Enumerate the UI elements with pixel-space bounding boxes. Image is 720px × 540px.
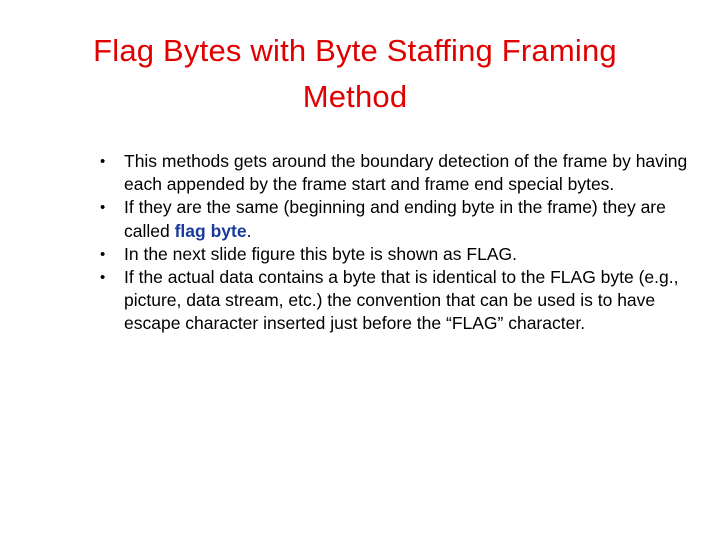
bullet-text: If they are the same (beginning and ending byte in the frame) they are called [124, 197, 666, 241]
slide-title-line-1: Flag Bytes with Byte Staffing Framing [93, 33, 617, 68]
flag-byte-term: flag byte [174, 220, 247, 241]
bullet-marker: • [100, 245, 106, 263]
bullet-item-1 [100, 150, 690, 196]
bullet-list [100, 150, 690, 336]
bullet-text: This methods gets around the boundary detection of the frame by having each appended by the frame start and frame end special bytes. [124, 151, 688, 195]
slide-title [20, 28, 690, 120]
bullet-text: If the actual data contains a byte that is identical to the FLAG byte (e.g., picture, data stream, etc.) the convention that can be used is to have escape character inserted just before the “FLAG” character. [124, 267, 679, 334]
slide-title-line-2: Method [302, 79, 408, 114]
bullet-marker: • [100, 199, 106, 217]
bullet-item-3 [100, 243, 690, 266]
bullet-marker: • [100, 153, 106, 170]
bullet-text: In the next slide figure this byte is shown as FLAG. [124, 243, 517, 264]
bullet-marker: • [100, 269, 106, 287]
bullet-text-end: . [246, 220, 252, 241]
bullet-item-4 [100, 266, 690, 336]
bullet-item-2 [100, 196, 690, 242]
